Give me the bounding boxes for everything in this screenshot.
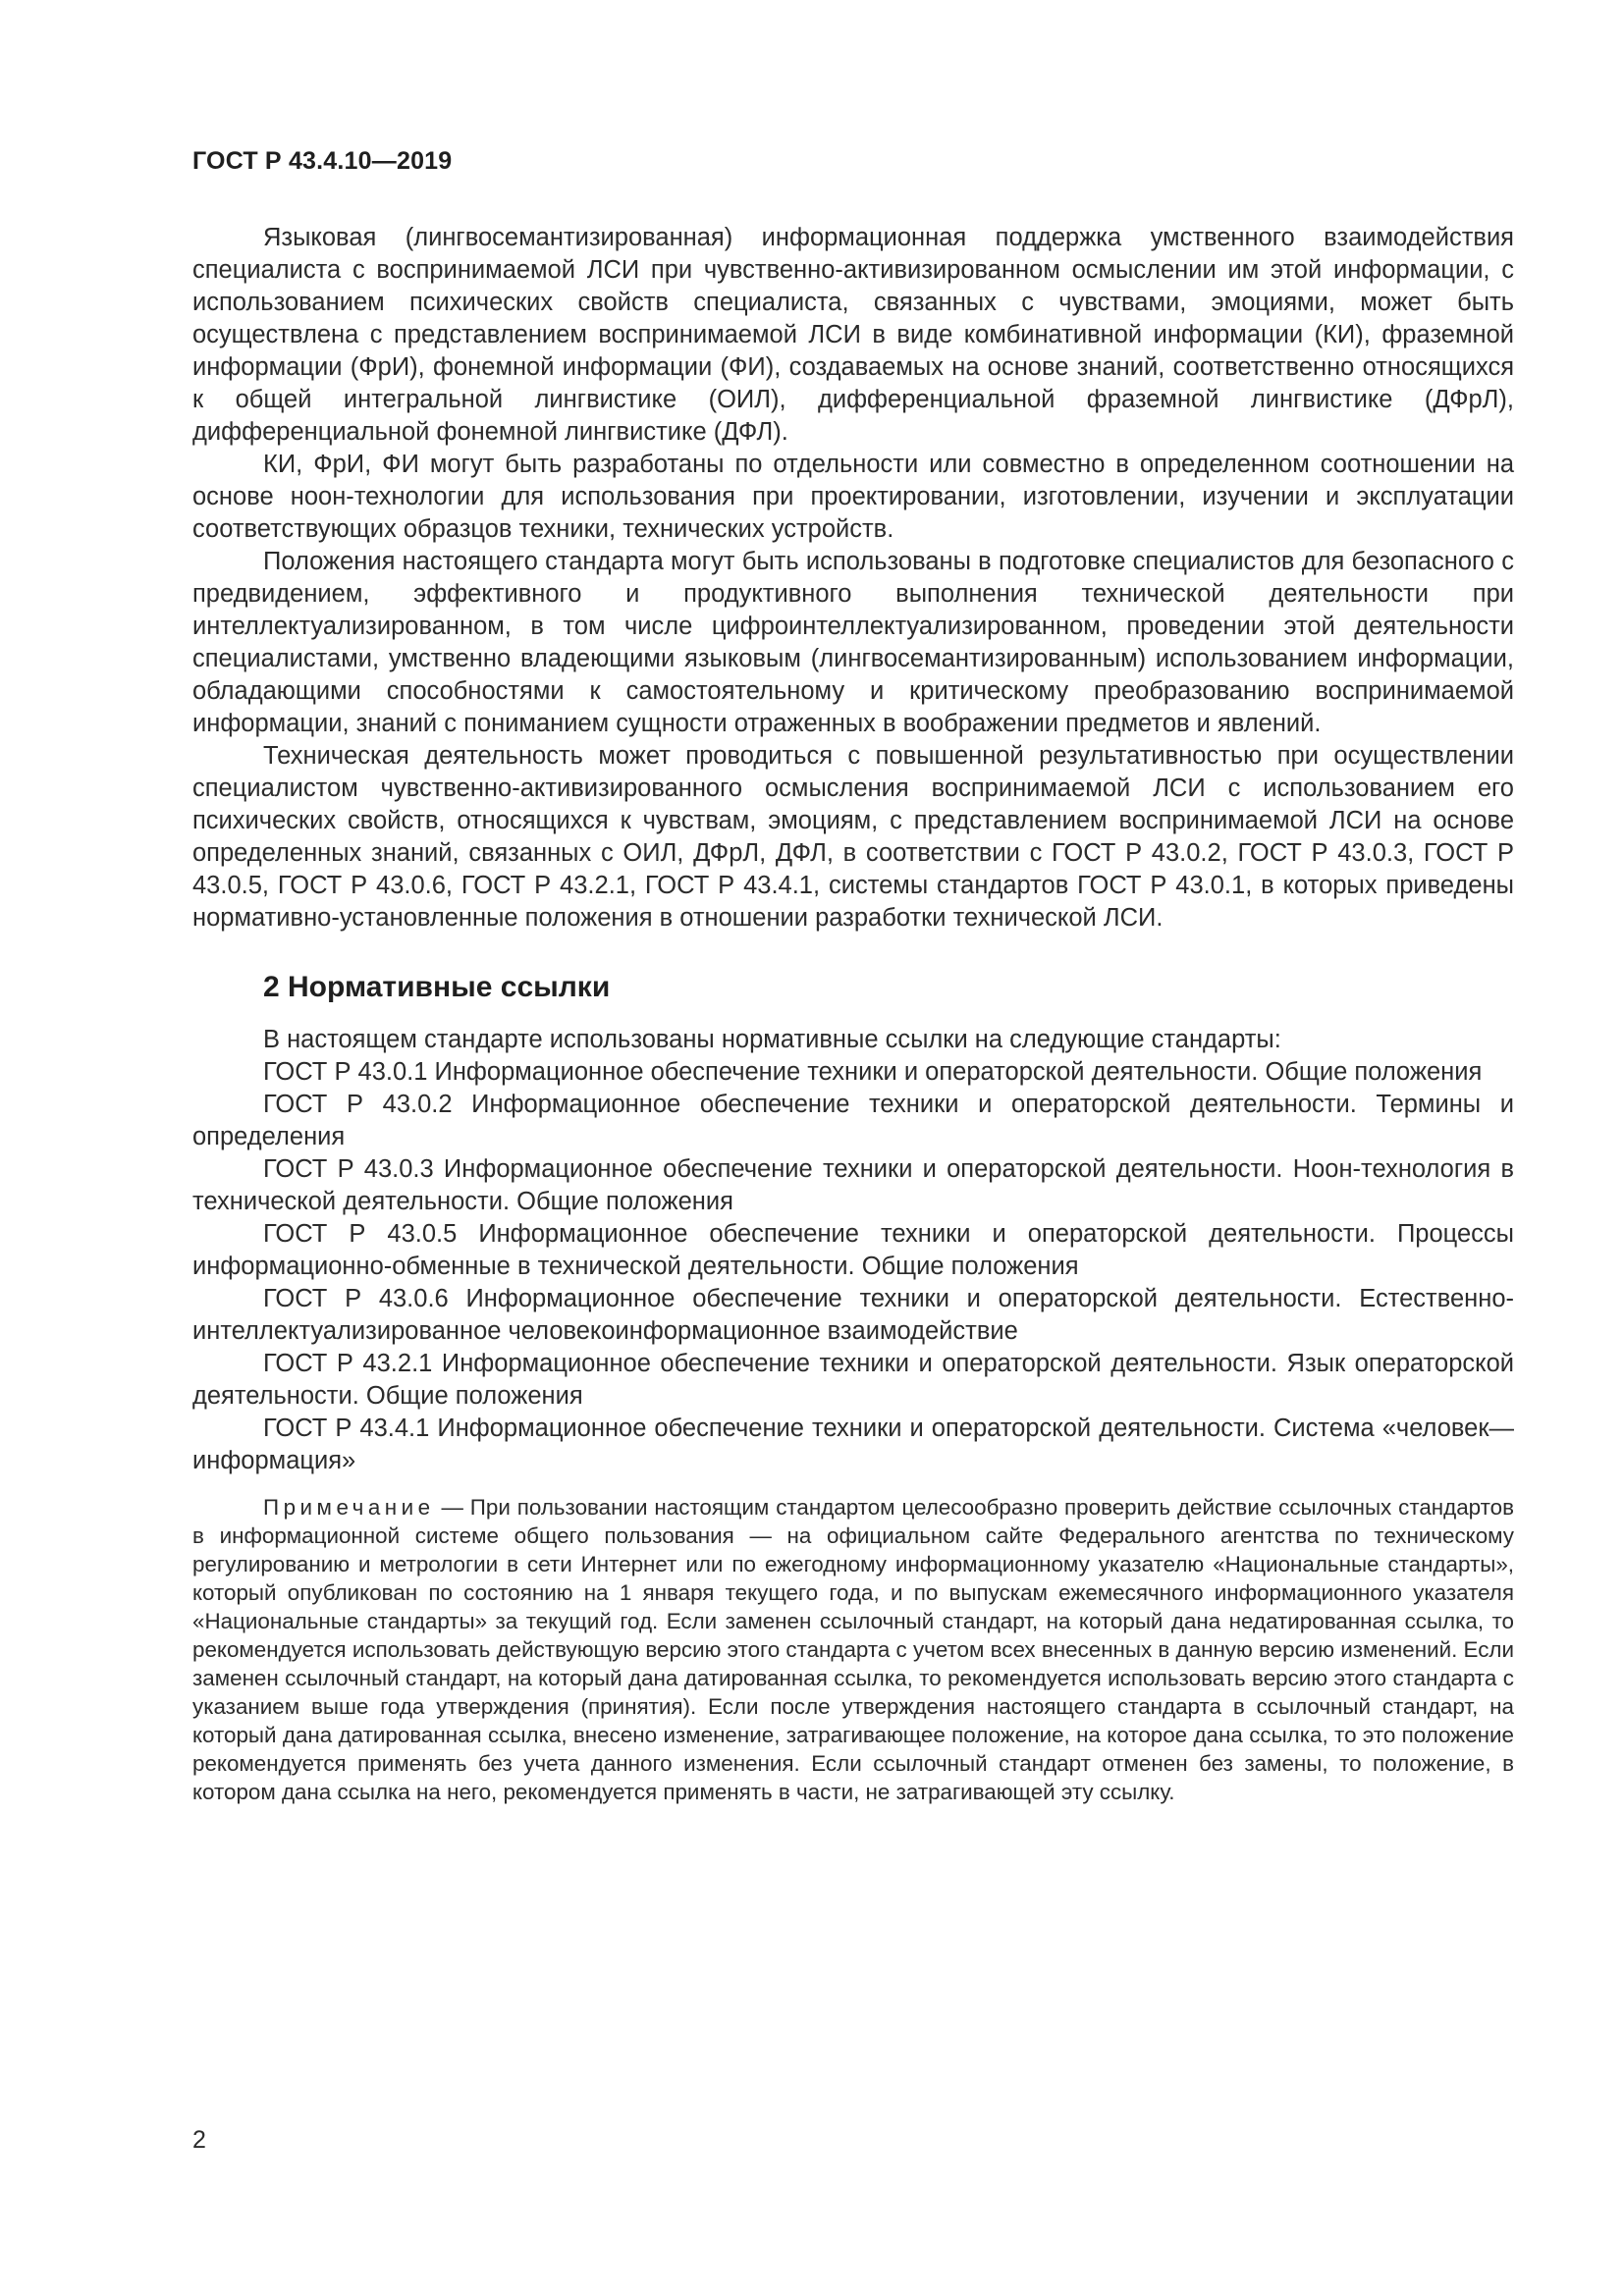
intro-paragraph-1: Языковая (лингвосемантизированная) информационная поддержка умственного взаимодействия специалиста с воспринимаемой ЛСИ при чувственно-активизированном осмыслении им этой информации, с использованием психических свойств специалиста, связанных с чувствами, эмоциями, может быть осуществлена с представлением воспринимаемой ЛСИ в виде комбинативной информации (КИ), фраземной информации (ФрИ), фонемной информации (ФИ), создаваемых на основе знаний, соответственно относящихся к общей интегральной лингвистике (ОИЛ), дифференциальной фраземной лингвистике (ДФрЛ), дифференциальной фонемной лингвистике (ДФЛ). <box>192 224 1514 446</box>
page-content <box>192 222 1514 1806</box>
reference-item: ГОСТ Р 43.0.1 Информационное обеспечение техники и операторской деятельности. Общие положения <box>263 1058 1483 1086</box>
section-heading-normative-references: 2 Нормативные ссылки <box>263 971 611 1003</box>
intro-paragraph-2: КИ, ФрИ, ФИ могут быть разработаны по отдельности или совместно в определенном соотношении на основе ноон-технологии для использования при проектировании, изготовлении, изучении и эксплуатации соответствующих образцов техники, технических устройств. <box>192 451 1514 543</box>
reference-item: ГОСТ Р 43.0.2 Информационное обеспечение техники и операторской деятельности. Термины и определения <box>192 1091 1514 1150</box>
reference-item: ГОСТ Р 43.4.1 Информационное обеспечение техники и операторской деятельности. Система «человек—информация» <box>192 1415 1514 1474</box>
reference-item: ГОСТ Р 43.0.6 Информационное обеспечение техники и операторской деятельности. Естественно-интеллектуализированное человекоинформационное взаимодействие <box>192 1285 1514 1345</box>
intro-paragraph-4: Техническая деятельность может проводиться с повышенной результативностью при осуществлении специалистом чувственно-активизированного осмысления воспринимаемой ЛСИ с использованием его психических свойств, относящихся к чувствам, эмоциям, с представлением воспринимаемой ЛСИ на основе определенных знаний, связанных с ОИЛ, ДФрЛ, ДФЛ, в соответствии с ГОСТ Р 43.0.2, ГОСТ Р 43.0.3, ГОСТ Р 43.0.5, ГОСТ Р 43.0.6, ГОСТ Р 43.2.1, ГОСТ Р 43.4.1, системы стандартов ГОСТ Р 43.0.1, в которых приведены нормативно-установленные положения в отношении разработки технической ЛСИ. <box>192 742 1514 932</box>
note-label: Примечание <box>263 1495 435 1520</box>
intro-paragraph-3: Положения настоящего стандарта могут быть использованы в подготовке специалистов для безопасного с предвидением, эффективного и продуктивного выполнения технической деятельности при интеллектуализированном, в том числе цифроинтеллектуализированном, проведении этой деятельности специалистами, умственно владеющими языковым (лингвосемантизированным) использованием информации, обладающими способностями к самостоятельному и критическому преобразованию воспринимаемой информации, знаний с пониманием сущности отраженных в воображении предметов и явлений. <box>192 548 1514 737</box>
note-text: — При пользовании настоящим стандартом целесообразно проверить действие ссылочных стандартов в информационной системе общего пользования — на официальном сайте Федерального агентства по техническому регулированию и метрологии в сети Интернет или по ежегодному информационному указателю «Национальные стандарты», который опубликован по состоянию на 1 января текущего года, и по выпускам ежемесячного информационного указателя «Национальные стандарты» за текущий год. Если заменен ссылочный стандарт, на который дана недатированная ссылка, то рекомендуется использовать действующую версию этого стандарта с учетом всех внесенных в данную версию изменений. Если заменен ссылочный стандарт, на который дана датированная ссылка, то рекомендуется использовать версию этого стандарта с указанием выше года утверждения (принятия). Если после утверждения настоящего стандарта в ссылочный стандарт, на который дана датированная ссылка, внесено изменение, затрагивающее положение, на которое дана ссылка, то это положение рекомендуется применять без учета данного изменения. Если ссылочный стандарт отменен без замены, то положение, в котором дана ссылка на него, рекомендуется применять в части, не затрагивающей эту ссылку. <box>192 1495 1514 1804</box>
note-paragraph <box>192 1493 1514 1806</box>
reference-item: ГОСТ Р 43.2.1 Информационное обеспечение техники и операторской деятельности. Язык операторской деятельности. Общие положения <box>192 1350 1514 1410</box>
references-intro: В настоящем стандарте использованы нормативные ссылки на следующие стандарты: <box>263 1026 1281 1053</box>
page-number: 2 <box>192 2126 206 2154</box>
reference-item: ГОСТ Р 43.0.5 Информационное обеспечение техники и операторской деятельности. Процессы информационно-обменные в технической деятельности. Общие положения <box>192 1220 1514 1280</box>
document-id-header: ГОСТ Р 43.4.10—2019 <box>192 147 453 175</box>
reference-item: ГОСТ Р 43.0.3 Информационное обеспечение техники и операторской деятельности. Ноон-технология в технической деятельности. Общие положения <box>192 1155 1514 1215</box>
